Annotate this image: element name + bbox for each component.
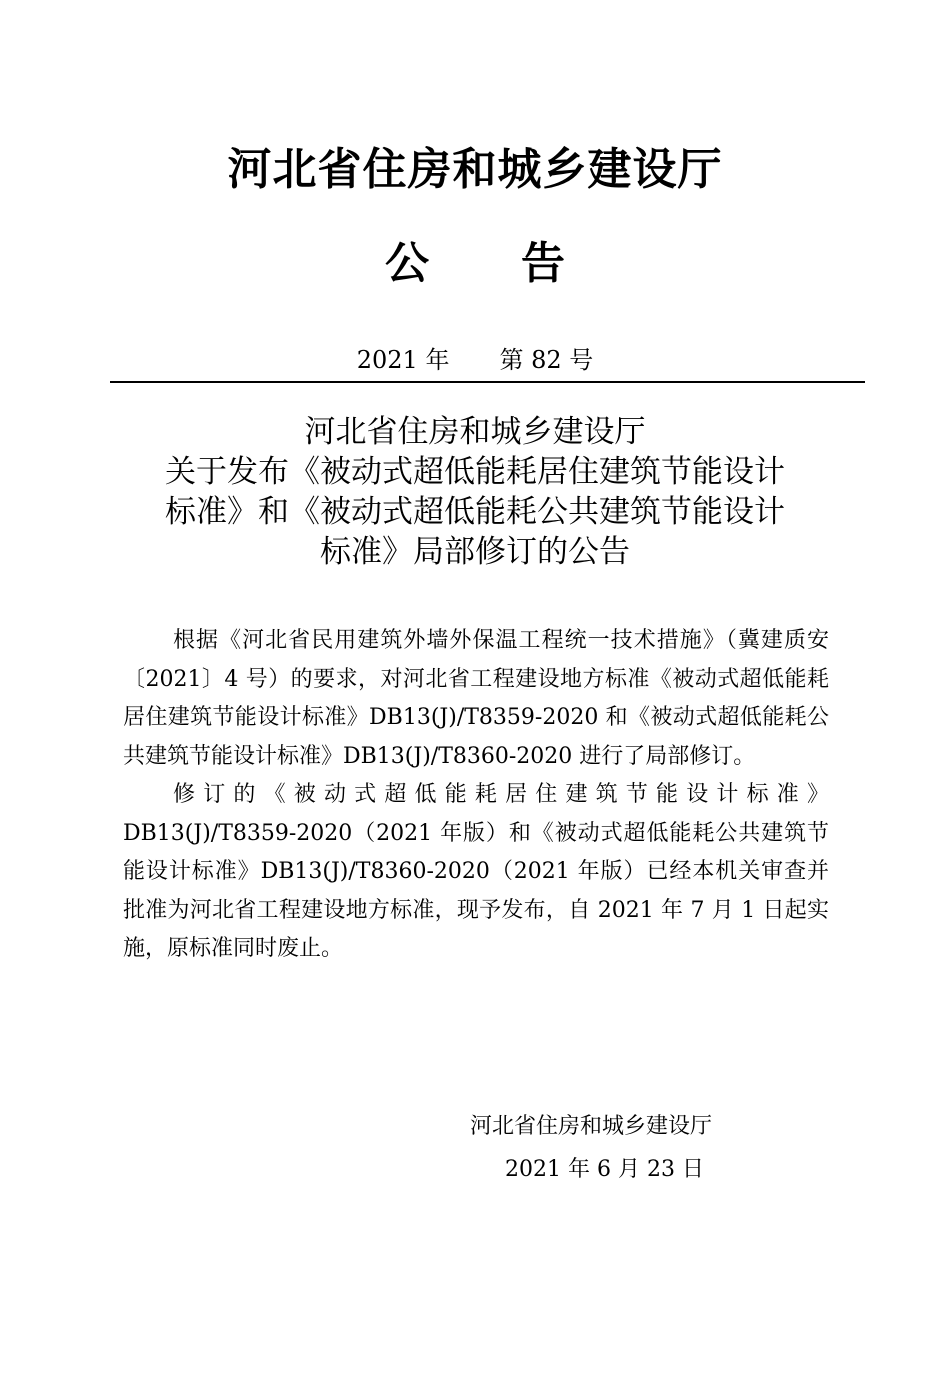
signature-date: 2021 年 6 月 23 日 (505, 1157, 704, 1182)
header-divider (110, 381, 865, 383)
document-year: 2021 年 (356, 346, 450, 374)
title-line: 标准》局部修订的公告 (320, 534, 630, 570)
issuer-heading: 河北省住房和城乡建设厅 (227, 144, 723, 195)
document-type-char-2: 告 (521, 238, 565, 289)
title-line: 关于发布《被动式超低能耗居住建筑节能设计 (165, 454, 785, 490)
announcement-body (123, 622, 829, 969)
document-type-char-1: 公 (385, 238, 429, 289)
document-number (0, 342, 950, 378)
document-type-heading (0, 232, 950, 296)
body-paragraph: 根据《河北省民用建筑外墙外保温工程统一技术措施》（冀建质安〔2021〕4 号）的要求，对河北省工程建设地方标准《被动式超低能耗居住建筑节能设计标准》DB13(J)/T8359-2020 和《被动式超低能耗公共建筑节能设计标准》DB13(J)/T8360-2020 进行了局部修订。 (123, 628, 829, 769)
announcement-title (100, 412, 850, 572)
title-line: 河北省住房和城乡建设厅 (304, 414, 646, 450)
document-serial: 第 82 号 (499, 346, 594, 374)
signatory-organization: 河北省住房和城乡建设厅 (470, 1114, 713, 1139)
body-paragraph: 修订的《被动式超低能耗居住建筑节能设计标准》DB13(J)/T8359-2020（2021 年版）和《被动式超低能耗公共建筑节能设计标准》DB13(J)/T8360-2020（2021 年版）已经本机关审查并批准为河北省工程建设地方标准，现予发布，自 2021 年 7 月 1 日起实施，原标准同时废止。 (123, 782, 829, 961)
title-line: 标准》和《被动式超低能耗公共建筑节能设计 (165, 494, 785, 530)
